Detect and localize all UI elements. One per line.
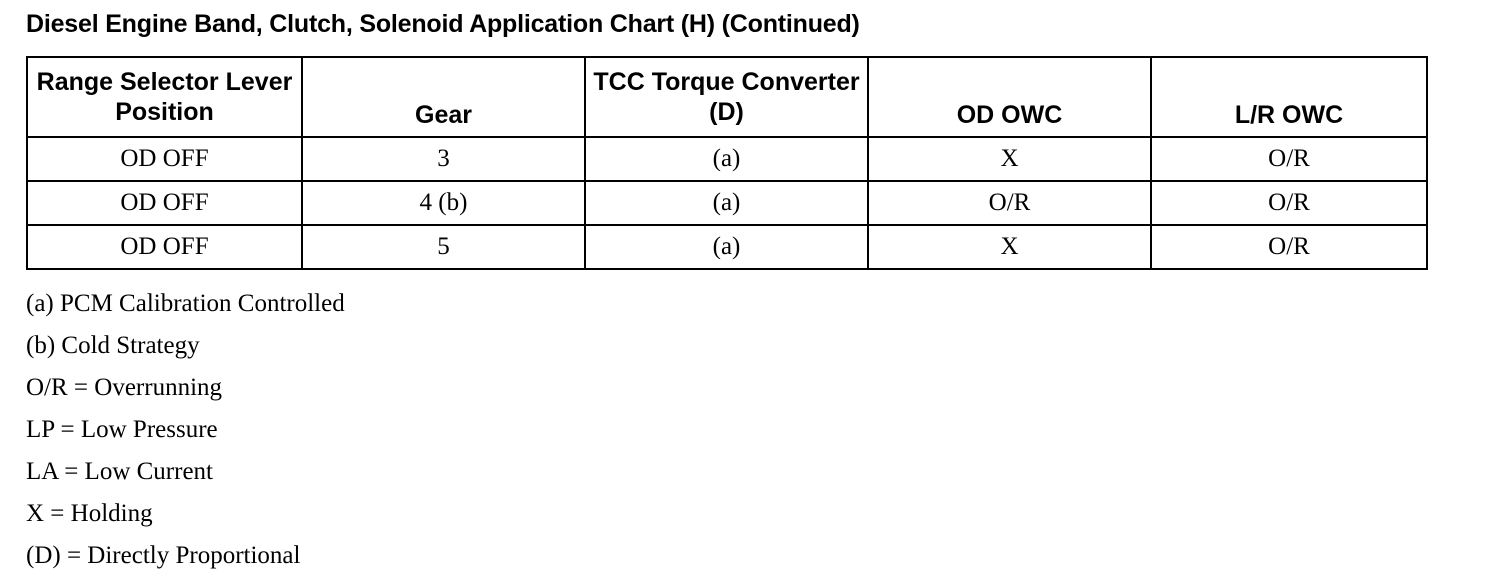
header-tcc-torque-converter: TCC Torque Converter (D) bbox=[585, 57, 868, 137]
cell-od-owc: X bbox=[868, 137, 1151, 181]
cell-lr-owc: O/R bbox=[1151, 225, 1427, 269]
cell-tcc: (a) bbox=[585, 225, 868, 269]
cell-lr-owc: O/R bbox=[1151, 137, 1427, 181]
legend-notes bbox=[26, 285, 345, 579]
cell-od-owc: X bbox=[868, 225, 1151, 269]
note-cold-strategy: (b) Cold Strategy bbox=[26, 332, 200, 359]
note-directly-proportional: (D) = Directly Proportional bbox=[26, 542, 301, 569]
table-row bbox=[27, 225, 1427, 269]
header-range-selector: Range Selector Lever Position bbox=[27, 57, 302, 137]
header-od-owc: OD OWC bbox=[868, 57, 1151, 137]
note-holding: X = Holding bbox=[26, 500, 153, 527]
chart-title: Diesel Engine Band, Clutch, Solenoid Application Chart (H) (Continued) bbox=[26, 10, 860, 38]
cell-gear: 4 (b) bbox=[302, 181, 585, 225]
note-low-current: LA = Low Current bbox=[26, 458, 213, 485]
cell-od-owc: O/R bbox=[868, 181, 1151, 225]
header-lr-owc: L/R OWC bbox=[1151, 57, 1427, 137]
cell-lr-owc: O/R bbox=[1151, 181, 1427, 225]
note-low-pressure: LP = Low Pressure bbox=[26, 416, 218, 443]
cell-range-selector: OD OFF bbox=[27, 181, 302, 225]
cell-tcc: (a) bbox=[585, 137, 868, 181]
note-overrunning: O/R = Overrunning bbox=[26, 374, 223, 401]
table-row bbox=[27, 137, 1427, 181]
application-chart-table bbox=[26, 56, 1428, 270]
note-pcm-calibration: (a) PCM Calibration Controlled bbox=[26, 290, 345, 317]
cell-gear: 5 bbox=[302, 225, 585, 269]
table-header-row bbox=[27, 57, 1427, 137]
cell-range-selector: OD OFF bbox=[27, 225, 302, 269]
header-gear: Gear bbox=[302, 57, 585, 137]
table-row bbox=[27, 181, 1427, 225]
cell-gear: 3 bbox=[302, 137, 585, 181]
cell-tcc: (a) bbox=[585, 181, 868, 225]
cell-range-selector: OD OFF bbox=[27, 137, 302, 181]
